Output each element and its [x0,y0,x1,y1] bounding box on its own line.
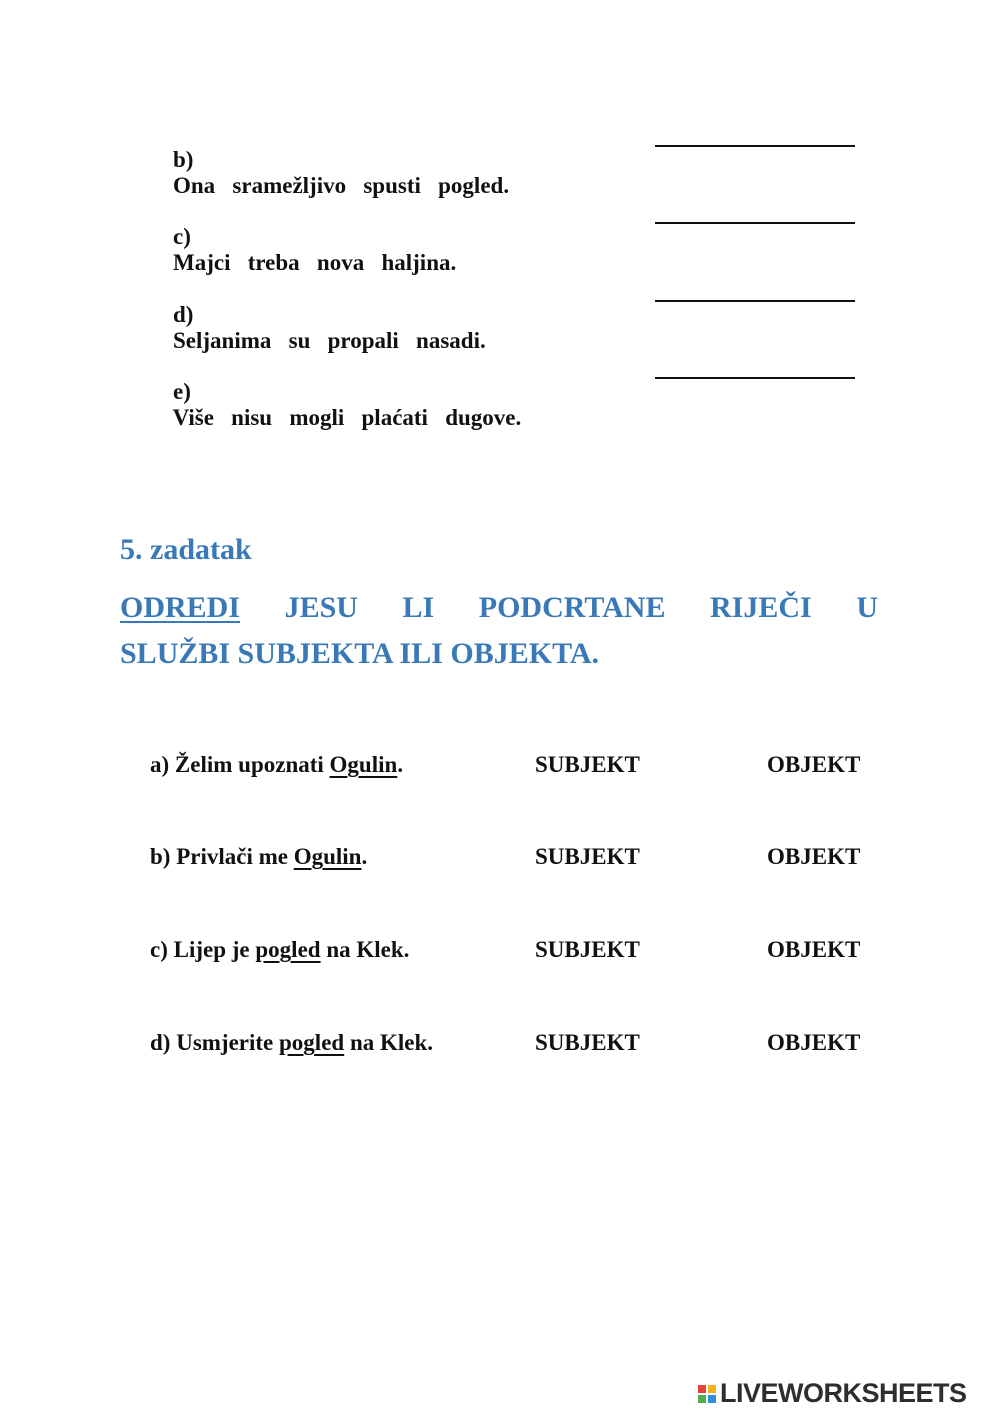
item-letter: c) [150,937,168,962]
sentence-after: na Klek. [320,937,410,962]
exercise4-item [150,353,521,457]
task5-item [150,1030,433,1056]
item-letter: b) [173,147,194,172]
instruction-word: PODCRTANE [478,591,666,624]
item-sentence: Više nisu mogli plaćati dugove. [172,405,522,430]
instruction-keyword: ODREDI [120,591,241,624]
underlined-word: pogled [279,1030,345,1055]
instruction-word: U [856,591,878,624]
answer-blank[interactable] [655,300,855,302]
object-option[interactable]: OBJEKT [767,844,861,869]
sentence-before: Privlači me [176,844,294,869]
answer-blank[interactable] [655,145,855,147]
logo-mark-icon [698,1385,716,1403]
subject-option[interactable]: SUBJEKT [535,752,640,777]
object-option[interactable]: OBJEKT [767,752,861,777]
underlined-word: Ogulin [293,844,362,869]
item-letter: e) [173,379,191,404]
subject-option[interactable]: SUBJEKT [535,844,640,869]
answer-blank[interactable] [655,222,855,224]
item-sentence: Majci treba nova haljina. [173,250,457,275]
instruction-line-2: SLUŽBI SUBJEKTA ILI OBJEKTA. [120,637,600,670]
sentence-before: Želim upoznati [174,752,330,777]
instruction-word: LI [402,591,435,624]
sentence-before: Usmjerite [176,1030,280,1055]
item-letter: c) [173,224,191,249]
logo-text: LIVEWORKSHEETS [720,1378,967,1408]
instruction-line-1 [120,585,878,631]
sentence-before: Lijep je [173,937,256,962]
item-sentence: Ona sramežljivo spusti pogled. [173,173,510,198]
item-letter: b) [150,844,171,869]
task5-item [150,937,409,963]
sentence-after: na Klek. [344,1030,434,1055]
item-letter: d) [150,1030,171,1055]
object-option[interactable]: OBJEKT [767,1030,861,1055]
subject-option[interactable]: SUBJEKT [535,1030,640,1055]
liveworksheets-logo [698,1378,967,1409]
task-instruction [120,585,878,677]
answer-blank[interactable] [655,377,855,379]
instruction-word: JESU [284,591,358,624]
sentence-after: . [397,752,404,777]
task-title: 5. zadatak [120,533,252,566]
instruction-word: RIJEČI [710,591,812,624]
item-letter: a) [150,752,170,777]
task5-item [150,752,403,778]
task5-item [150,844,367,870]
item-sentence: Seljanima su propali nasadi. [173,328,486,353]
underlined-word: pogled [255,937,321,962]
sentence-after: . [361,844,368,869]
item-letter: d) [173,302,194,327]
underlined-word: Ogulin [329,752,398,777]
subject-option[interactable]: SUBJEKT [535,937,640,962]
object-option[interactable]: OBJEKT [767,937,861,962]
